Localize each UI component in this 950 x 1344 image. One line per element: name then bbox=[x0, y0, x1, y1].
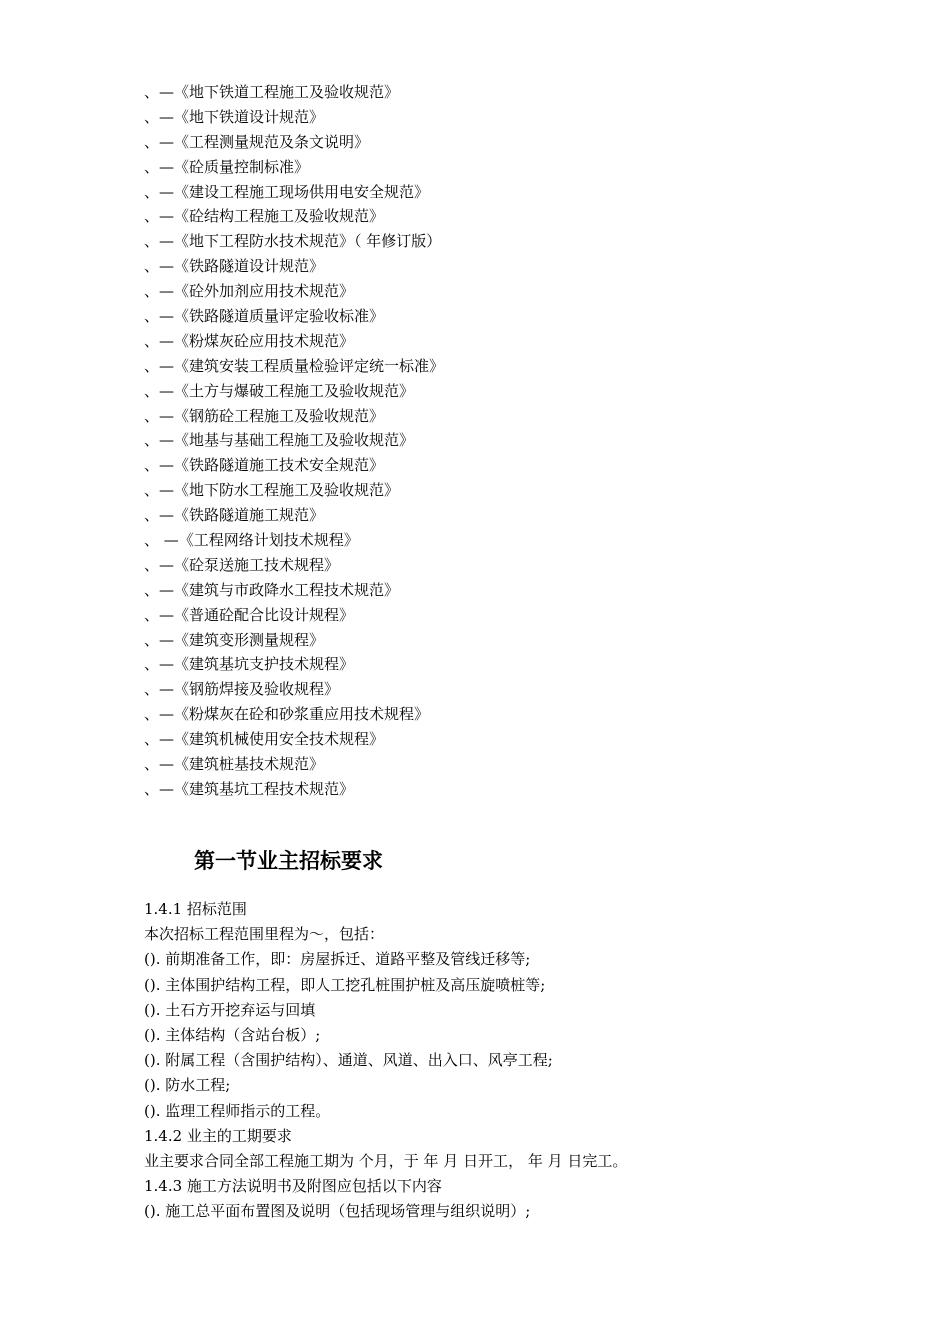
standard-list-item: 、—《钢筋砼工程施工及验收规范》 bbox=[144, 406, 385, 425]
standard-list-item: 、—《地下防水工程施工及验收规范》 bbox=[144, 481, 400, 500]
standard-list-item: 、—《砼质量控制标准》 bbox=[144, 157, 310, 176]
standards-list bbox=[144, 80, 444, 802]
standard-list-item: 、 —《工程网络计划技术规程》 bbox=[144, 531, 359, 550]
section-body bbox=[144, 897, 627, 1224]
standard-list-item: 、—《建筑基坑支护技术规程》 bbox=[144, 655, 355, 674]
body-line: 1.4.1 招标范围 bbox=[144, 900, 247, 918]
standard-list-item: 、—《建筑基坑工程技术规范》 bbox=[144, 779, 355, 798]
standard-list-item: 、—《土方与爆破工程施工及验收规范》 bbox=[144, 381, 415, 400]
standard-list-item: 、—《铁路隧道施工技术安全规范》 bbox=[144, 456, 385, 475]
standard-list-item: 、—《普通砼配合比设计规程》 bbox=[144, 605, 355, 624]
body-line: 本次招标工程范围里程为～，包括： bbox=[144, 925, 385, 944]
standard-list-item: 、—《建筑安装工程质量检验评定统一标准》 bbox=[144, 356, 445, 375]
body-line: (). 监理工程师指示的工程。 bbox=[144, 1101, 331, 1120]
body-line: (). 主体结构（含站台板）; bbox=[144, 1025, 321, 1044]
section-title: 第一节业主招标要求 bbox=[194, 848, 383, 873]
standard-list-item: 、—《工程测量规范及条文说明》 bbox=[144, 132, 370, 151]
standard-list-item: 、—《铁路隧道质量评定验收标准》 bbox=[144, 307, 385, 326]
body-line: (). 主体围护结构工程，即人工挖孔桩围护桩及高压旋喷桩等; bbox=[144, 975, 546, 994]
body-line: 1.4.3 施工方法说明书及附图应包括以下内容 bbox=[144, 1177, 442, 1196]
standard-list-item: 、—《铁路隧道设计规范》 bbox=[144, 257, 325, 276]
standard-list-item: 、—《地下铁道设计规范》 bbox=[144, 107, 325, 126]
standard-list-item: 、—《钢筋焊接及验收规程》 bbox=[144, 680, 340, 699]
standard-list-item: 、—《建设工程施工现场供用电安全规范》 bbox=[144, 182, 430, 201]
standard-list-item: 、—《砼结构工程施工及验收规范》 bbox=[144, 207, 385, 226]
standard-list-item: 、—《建筑与市政降水工程技术规范》 bbox=[144, 580, 400, 599]
standard-list-item: 、—《砼外加剂应用技术规范》 bbox=[144, 282, 355, 301]
standard-list-item: 、—《建筑机械使用安全技术规程》 bbox=[144, 730, 385, 749]
standard-list-item: 、—《地下铁道工程施工及验收规范》 bbox=[144, 83, 400, 101]
standard-list-item: 、—《粉煤灰在砼和砂浆重应用技术规程》 bbox=[144, 705, 430, 724]
standard-list-item: 、—《地基与基础工程施工及验收规范》 bbox=[144, 431, 415, 450]
standard-list-item: 、—《粉煤灰砼应用技术规范》 bbox=[144, 331, 355, 350]
standard-list-item: 、—《铁路隧道施工规范》 bbox=[144, 506, 325, 525]
body-line: (). 附属工程（含围护结构）、通道、风道、出入口、风亭工程; bbox=[144, 1051, 553, 1070]
body-line: (). 土石方开挖弃运与回填 bbox=[144, 1000, 316, 1019]
standard-list-item: 、—《地下工程防水技术规范》（ 年修订版） bbox=[144, 232, 442, 251]
standard-list-item: 、—《建筑变形测量规程》 bbox=[144, 630, 325, 649]
body-line: 1.4.2 业主的工期要求 bbox=[144, 1126, 292, 1145]
body-line: (). 前期准备工作，即：房屋拆迁、道路平整及管线迁移等; bbox=[144, 950, 531, 969]
standard-list-item: 、—《砼泵送施工技术规程》 bbox=[144, 555, 340, 574]
body-line: (). 防水工程; bbox=[144, 1076, 231, 1095]
body-line: (). 施工总平面布置图及说明（包括现场管理与组织说明）; bbox=[144, 1202, 531, 1221]
standard-list-item: 、—《建筑桩基技术规范》 bbox=[144, 755, 325, 774]
body-line: 业主要求合同全部工程施工期为 个月，于 年 月 日开工， 年 月 日完工。 bbox=[144, 1151, 628, 1170]
